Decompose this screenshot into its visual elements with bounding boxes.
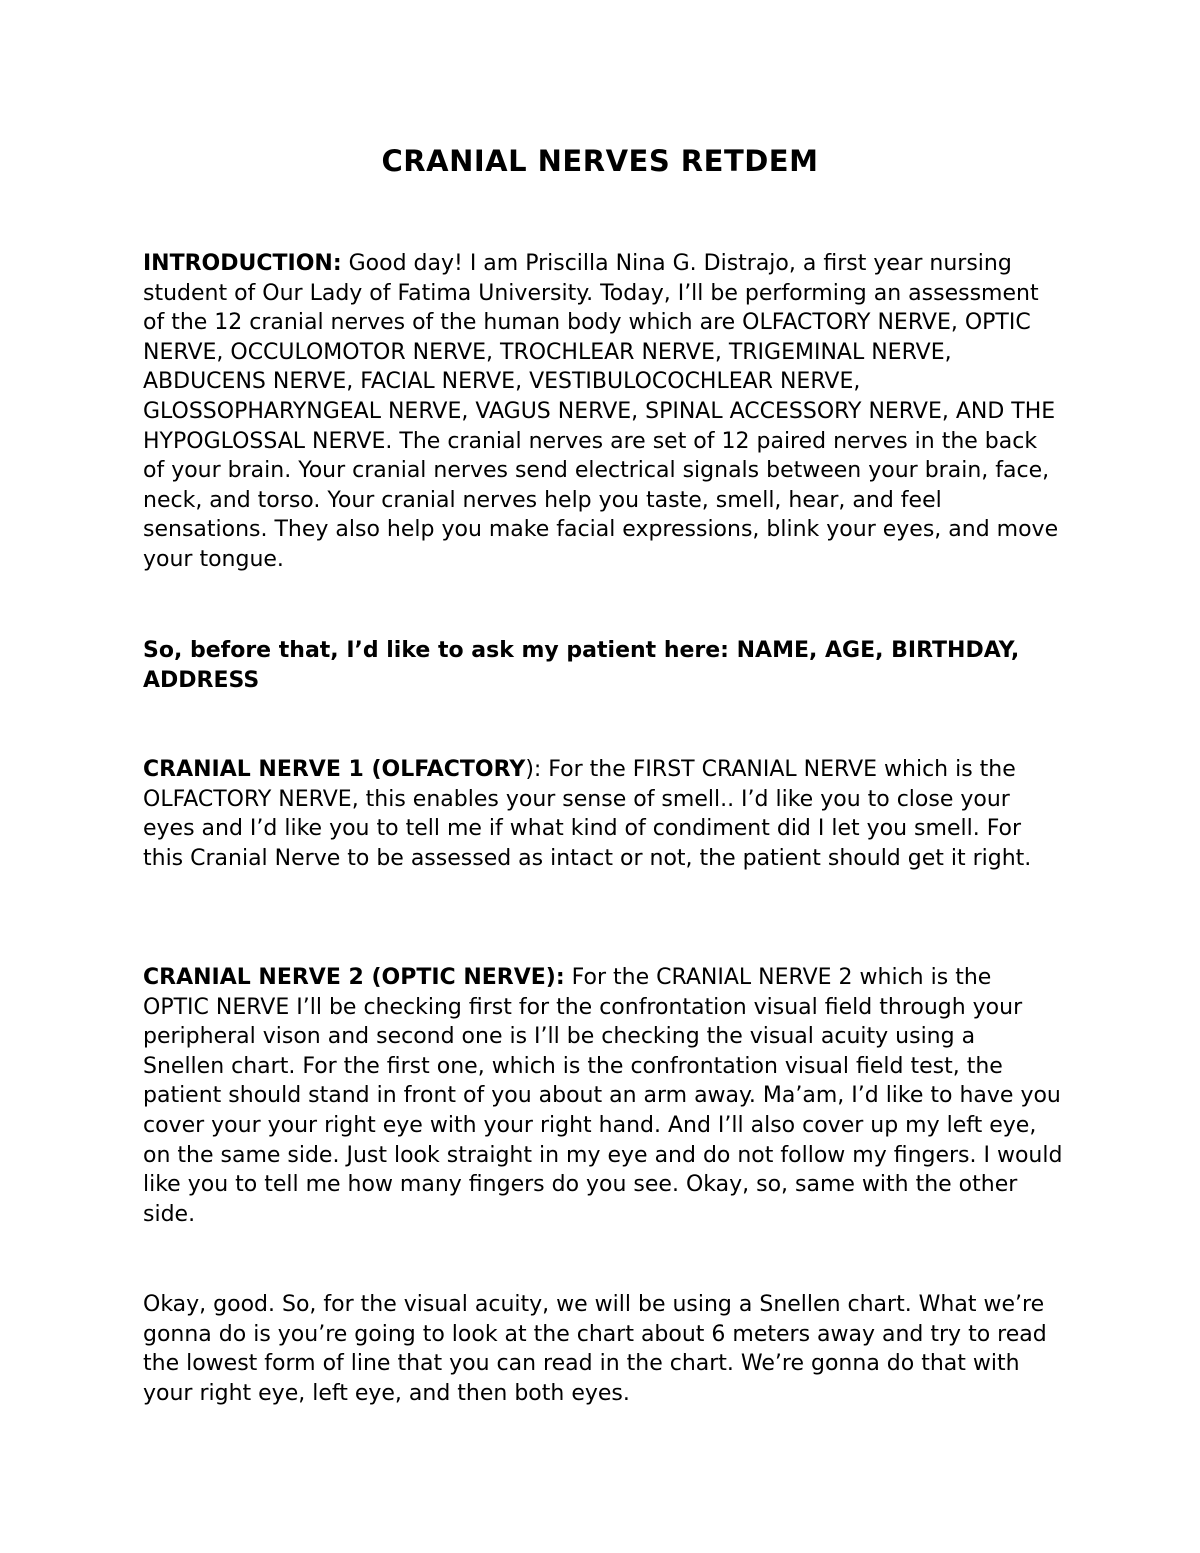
visual-acuity-paragraph: Okay, good. So, for the visual acuity, we will be using a Snellen chart. What we’re gonna do is you’re going to look at the chart about 6 meters away and try to read the lowest form of line that you can read in the chart. We’re gonna do that with your right eye, left eye, and then both eyes. [143,1292,1047,1406]
introduction-text: Good day! I am Priscilla Nina G. Distrajo, a first year nursing student of Our Lady of Fatima University. Today, I’ll be performing an assessment of the 12 cranial nerves of the human body which are OLFACTORY NERVE, OPTIC NERVE, OCCULOMOTOR NERVE, TROCHLEAR NERVE, TRIGEMINAL NERVE, ABDUCENS NERVE, FACIAL NERVE, VESTIBULOCOCHLEAR NERVE, GLOSSOPHARYNGEAL NERVE, VAGUS NERVE, SPINAL ACCESSORY NERVE, AND THE HYPOGLOSSAL NERVE. The cranial nerves are set of 12 paired nerves in the back of your brain. Your cranial nerves send electrical signals between your brain, face, neck, and torso. Your cranial nerves help you taste, smell, hear, and feel sensations. They also help you make facial expressions, blink your eyes, and move your tongue. [143,251,1059,572]
cranial-nerve-1-label: CRANIAL NERVE 1 (OLFACTORY [143,757,526,782]
patient-info-prompt: So, before that, I’d like to ask my patient here: NAME, AGE, BIRTHDAY, ADDRESS [143,638,1020,693]
cranial-nerve-1-text: For the FIRST CRANIAL NERVE which is the OLFACTORY NERVE, this enables your sense of smell.. I’d like you to close your eyes and I’d like you to tell me if what kind of condiment did I let you smell. For this Cranial Nerve to be assessed as intact or not, the patient should get it right. [143,757,1032,871]
document-title: CRANIAL NERVES RETDEM [381,144,819,178]
cranial-nerve-2-label: CRANIAL NERVE 2 (OPTIC NERVE): [143,965,565,990]
introduction-paragraph [143,249,1063,575]
cranial-nerve-2-text: For the CRANIAL NERVE 2 which is the OPTIC NERVE I’ll be checking first for the confrontation visual field through your peripheral vison and second one is I’ll be checking the visual acuity using a Snellen chart. For the first one, which is the confrontation visual field test, the patient should stand in front of you about an arm away. Ma’am, I’d like to have you cover your your right eye with your right hand. And I’ll also cover up my left eye, on the same side. Just look straight in my eye and do not follow my fingers. I would like you to tell me how many fingers do you see. Okay, so, same with the other side. [143,965,1063,1227]
cranial-nerve-2-paragraph [143,963,1063,1229]
cranial-nerve-1-paragraph [143,755,1063,873]
cranial-nerve-1-label-tail: ): [525,757,542,782]
introduction-label: INTRODUCTION: [143,251,342,276]
